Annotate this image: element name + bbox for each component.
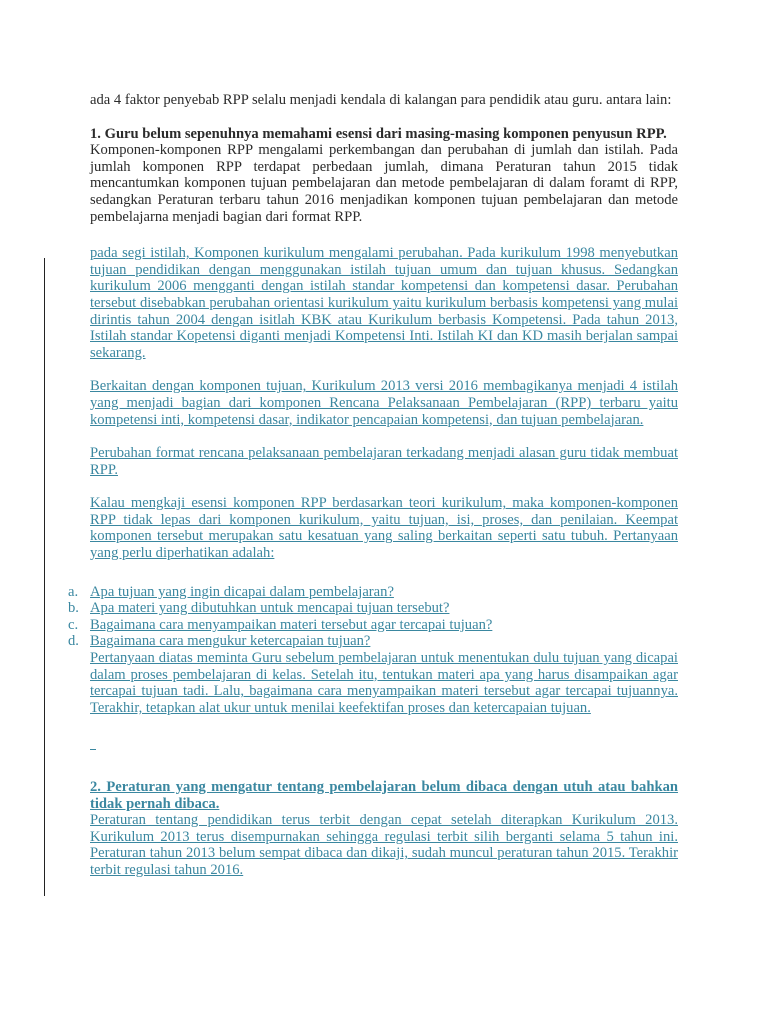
list-marker: b. [68,600,79,617]
section1-body: Komponen-komponen RPP mengalami perkembangan dan perubahan di jumlah dan istilah. Pada jumlah komponen RPP terdapat perbedaan jumlah, dimana Peraturan tahun 2015 tidak mencantumkan komponen tujuan pembelajaran dan metode pembelajaran di dalam foramt di RPP, sedangkan Peraturan terbaru tahun 2016 menjadikan komponen tujuan pembelajaran dan metode pembelajarna menjadi bagian dari format RPP. [90,142,678,225]
list-item-text: Bagaimana cara mengukur ketercapaian tujuan? [90,633,371,650]
inserted-text-block [68,245,678,878]
intro-text: ada 4 faktor penyebab RPP selalu menjadi kendala di kalangan para pendidik atau guru. antara lain: [90,92,672,108]
document-page [68,92,678,879]
list-marker: a. [68,583,79,600]
inserted-paragraph-4: Kalau mengkaji esensi komponen RPP berdasarkan teori kurikulum, maka komponen-komponen RPP tidak lepas dari komponen kurikulum, yaitu tujuan, isi, proses, dan penilaian. Keempat komponen tersebut merupakan satu kesatuan yang saling berkaitan seperti satu tubuh. Pertanyaan yang perlu diperhatikan adalah: [90,495,678,562]
inserted-paragraph-5: Pertanyaan diatas meminta Guru sebelum pembelajaran untuk menentukan dulu tujuan yang dicapai dalam proses pembelajaran di kelas. Setelah itu, tentukan materi apa yang harus disampaikan agar tercapai tujuan tadi. Lalu, bagaimana cara menyampaikan materi tersebut agar tercapai tujuannya. Terakhir, tetapkan alat ukur untuk menilai keefektifan proses dan ketercapaian tujuan. [90,650,678,716]
section1-heading: 1. Guru belum sepenuhnya memahami esensi dari masing-masing komponen penyusun RPP. [90,125,667,142]
empty-inserted-line [90,741,96,750]
list-item [68,616,678,634]
list-item [68,633,678,650]
list-item-text: Apa tujuan yang ingin dicapai dalam pembelajaran? [90,583,394,600]
inserted-paragraph-1: pada segi istilah, Komponen kurikulum mengalami perubahan. Pada kurikulum 1998 menyebutkan tujuan pendidikan dengan menggunakan istilah tujuan umum dan tujuan khusus. Sedangkan kurikulum 2006 mengganti dengan istilah standar kompetensi dan kompetensi dasar. Perubahan tersebut disebabkan perubahan orientasi kurikulum yaitu kurikulum berbasis kompetensi yang mulai dirintis tahun 2004 dengan isitlah KBK atau Kurikulum berbasis Kompetensi. Pada tahun 2013, Istilah standar Kopetensi diganti menjadi Kompetensi Inti. Istilah KI dan KD masih berjalan sampai sekarang. [90,245,678,361]
list-marker: c. [68,616,79,633]
question-list [68,583,678,650]
inserted-paragraph-2: Berkaitan dengan komponen tujuan, Kurikulum 2013 versi 2016 membagikanya menjadi 4 istilah yang menjadi bagian dari komponen Rencana Pelaksanaan Pembelajaran (RPP) terbaru yaitu kompetensi inti, kompetensi dasar, indikator pencapaian kompetensi, dan tujuan pembelajaran. [90,378,678,428]
list-item-text: Bagaimana cara menyampaikan materi tersebut agar tercapai tujuan? [90,616,493,633]
section2-body: Peraturan tentang pendidikan terus terbit dengan cepat setelah diterapkan Kurikulum 2013. Kurikulum 2013 terus disempurnakan sehingga regulasi terbit silih berganti selama 5 tahun ini. Peraturan tahun 2013 belum sempat dibaca dan dikaji, sudah muncul peraturan tahun 2015. Terakhir terbit regulasi tahun 2016. [90,812,678,878]
section2-heading: 2. Peraturan yang mengatur tentang pembelajaran belum dibaca dengan utuh atau bahkan tidak pernah dibaca. [90,779,678,812]
list-marker: d. [68,633,79,650]
change-bar [44,258,45,896]
inserted-paragraph-3: Perubahan format rencana pelaksanaan pembelajaran terkadang menjadi alasan guru tidak membuat RPP. [90,445,678,478]
list-item [68,600,678,617]
list-item [68,583,678,601]
list-item-text: Apa materi yang dibutuhkan untuk mencapai tujuan tersebut? [90,600,450,617]
